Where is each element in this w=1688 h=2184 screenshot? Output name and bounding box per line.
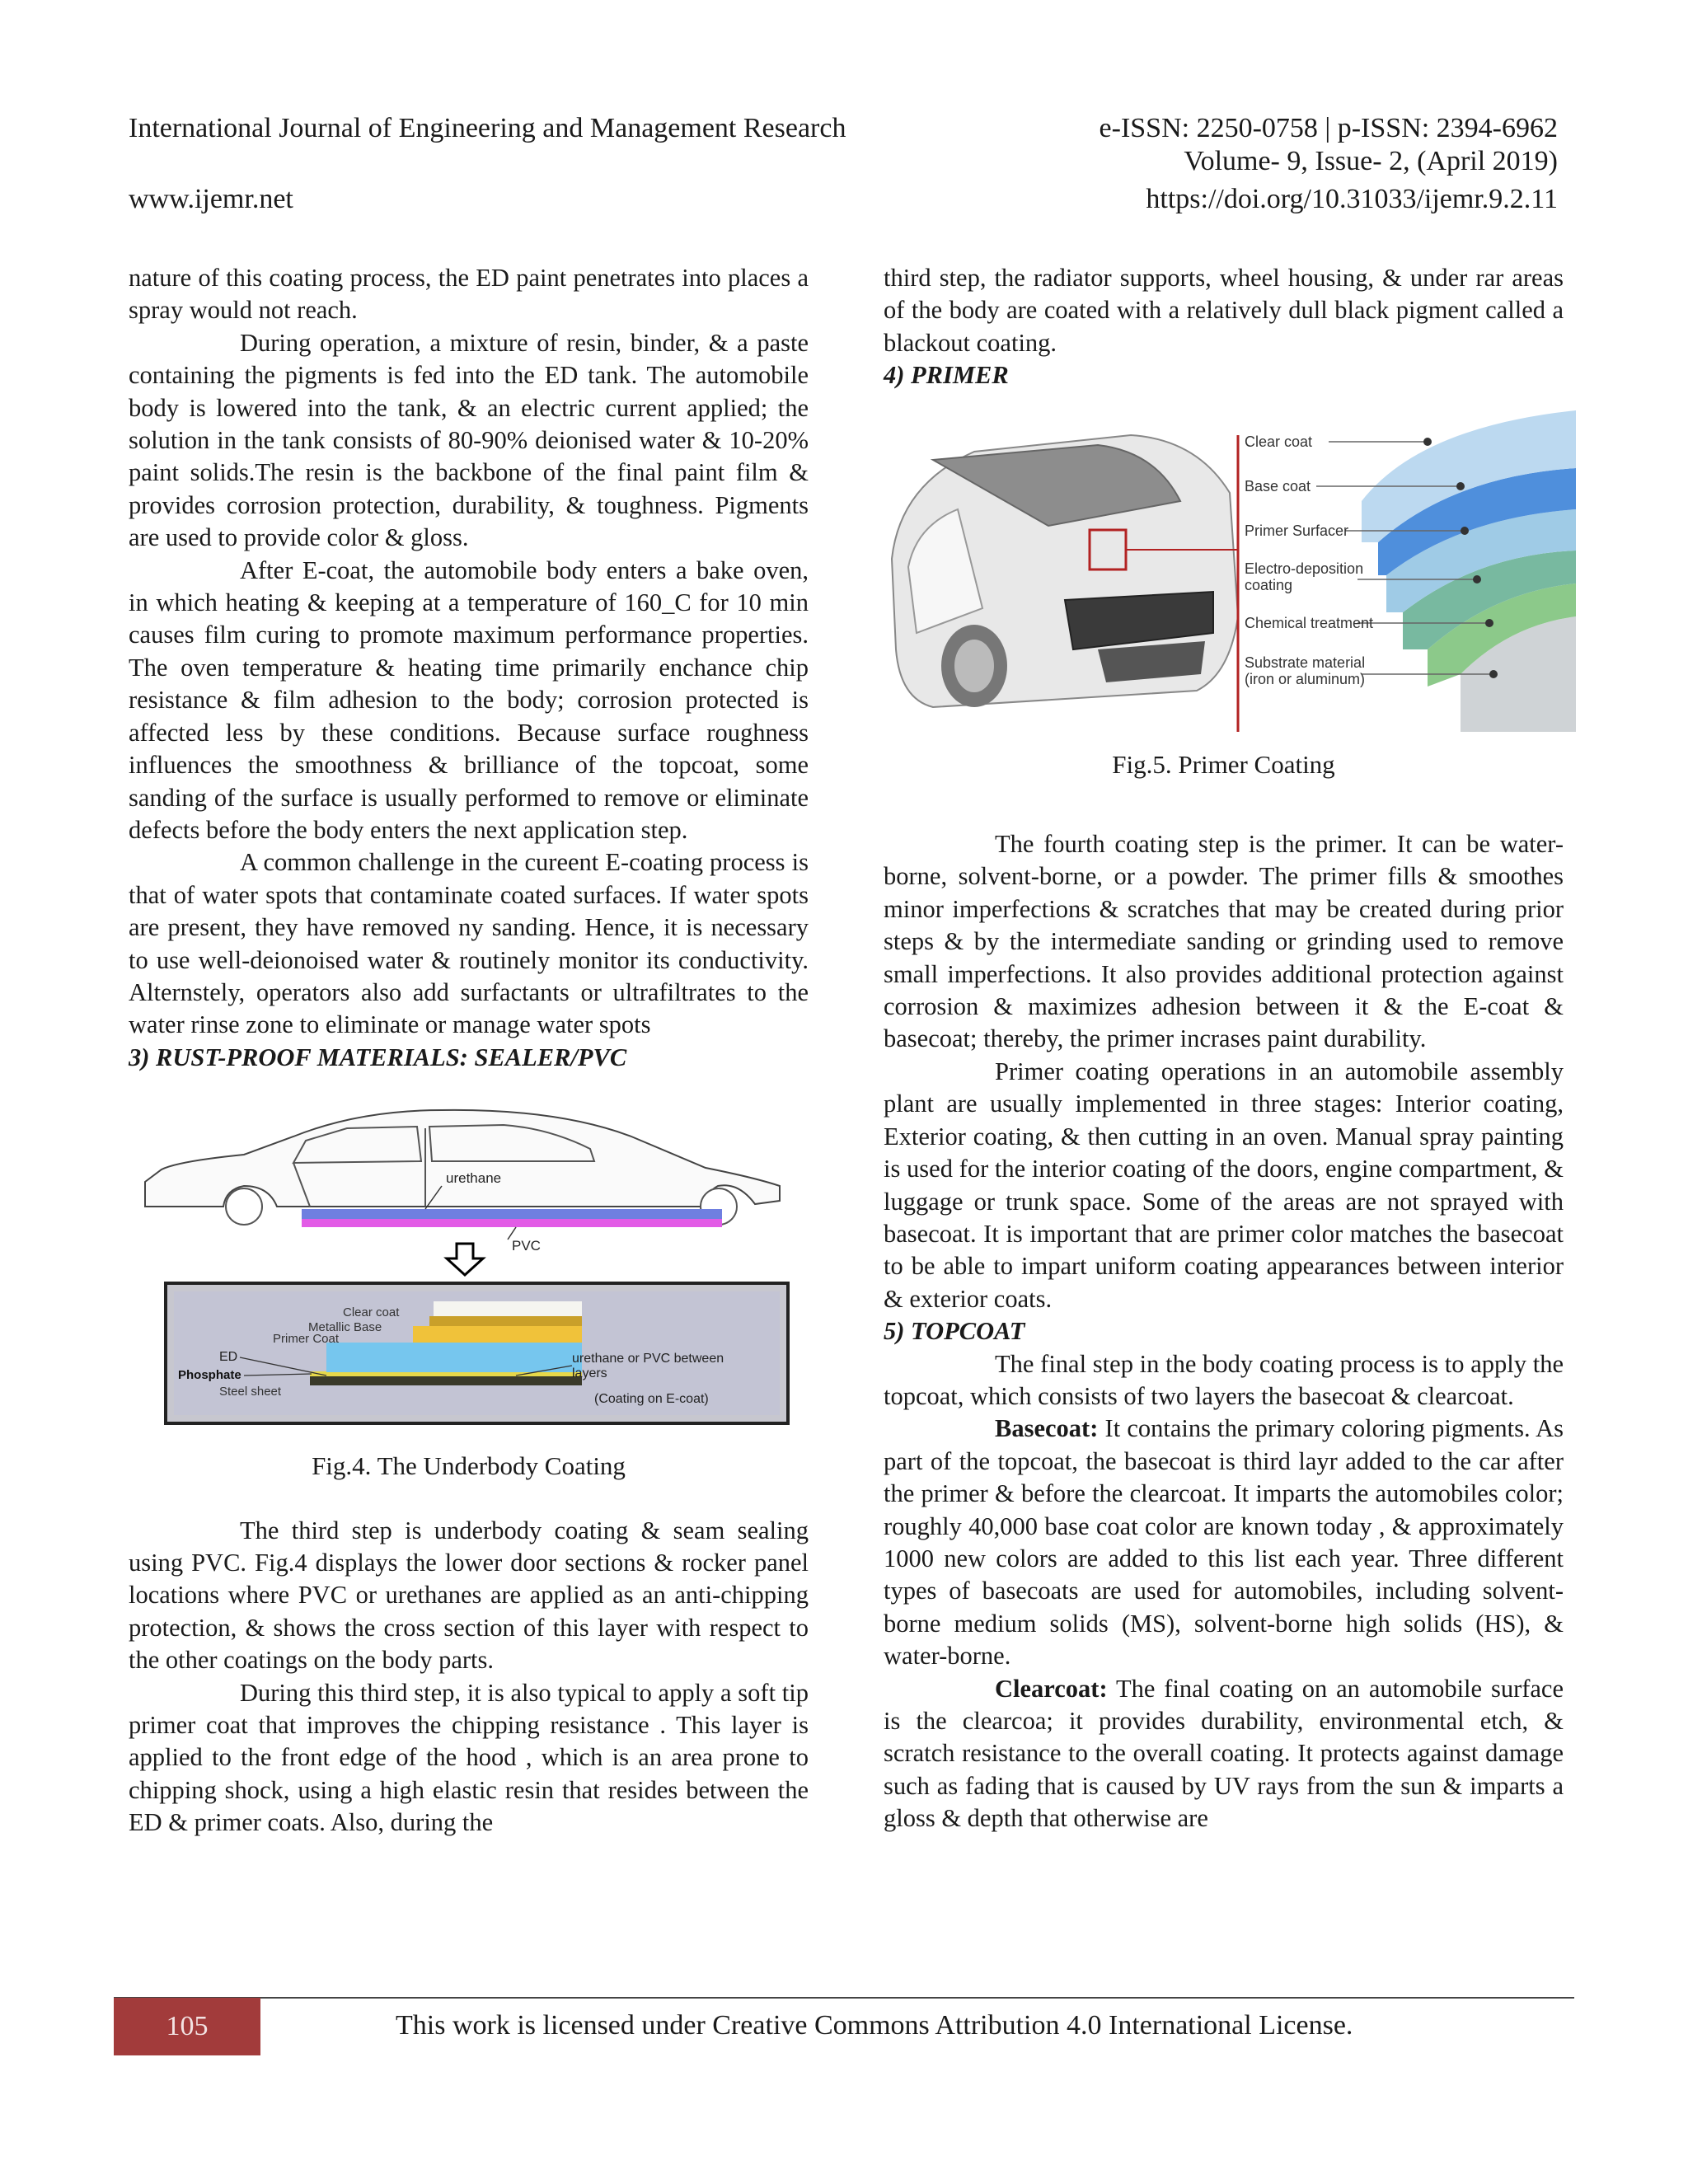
base-coat-label: Base coat <box>1245 477 1311 494</box>
electro-deposition-label-2: coating <box>1245 576 1293 593</box>
volume-issue: Volume- 9, Issue- 2, (April 2019) <box>1184 146 1558 176</box>
right-column <box>884 262 1564 1835</box>
steel-sheet-label: Steel sheet <box>219 1385 282 1399</box>
paragraph: The fourth coating step is the primer. It can be water-borne, solvent-borne, or a powder. The primer fills & smoothes minor imperfections & scratches that may be created during prior steps & by the intermediate sanding or grinding used to remove small imperfections. It also provides additional protection against corrosion & maximizes adhesion between it & the E-coat & basecoat; thereby, the primer incrases paint durability. <box>884 830 1564 1053</box>
substrate-label-1: Substrate material <box>1245 654 1366 671</box>
paragraph-basecoat <box>884 1413 1564 1672</box>
doi-link[interactable]: https://doi.org/10.31033/ijemr.9.2.11 <box>1146 184 1558 214</box>
left-column <box>129 262 809 1840</box>
ed-layer <box>326 1343 582 1372</box>
paragraph: The third step is underbody coating & seam sealing using PVC. Fig.4 displays the lower door sections & rocker panel locations where PVC or urethanes are applied as an anti-chipping protection, & shows the cross section of this layer with respect to the other coatings on the body parts. <box>129 1516 809 1675</box>
term-clearcoat: Clearcoat: <box>995 1674 1108 1703</box>
section-heading: 3) RUST-PROOF MATERIALS: SEALER/PVC <box>129 1043 627 1071</box>
paragraph-clearcoat <box>884 1673 1564 1835</box>
urethane-label: urethane <box>446 1170 502 1187</box>
figure-underbody-coating <box>129 1104 809 1441</box>
base-layer <box>429 1316 582 1326</box>
issn: e-ISSN: 2250-0758 | p-ISSN: 2394-6962 <box>1099 113 1558 143</box>
clear-layer <box>434 1301 582 1316</box>
chemical-treatment-label: Chemical treatment <box>1245 614 1374 631</box>
paragraph: During this third step, it is also typical to apply a soft tip primer coat that improves the chipping resistance . This layer is applied to the front edge of the hood , which is an area prone to chipping shock, using a high elastic resin that resides between the ED & primer coats. Also, during the <box>129 1678 809 1837</box>
pvc-label: PVC <box>512 1238 541 1254</box>
urethane-note-line-1: urethane or PVC between <box>572 1352 724 1366</box>
steel-sheet-layer <box>310 1376 582 1385</box>
primer-coat-label: Primer Coat <box>273 1332 340 1347</box>
paragraph: After E-coat, the automobile body enters a bake oven, in which heating & keeping at a temperature of 160_C for 10 min causes film curing to promote maximum performance properties. The oven temperature & heating time primarily enchance chip resistance & film adhesion to the body; corrosion protected is affected less by these conditions. Because surface roughness influences the smoothness & brilliance of the topcoat, some sanding of the surface is usually performed to remove or eliminate defects before the body enters the next application step. <box>129 555 809 844</box>
ed-label: ED <box>219 1350 238 1365</box>
substrate-label-2: (iron or aluminum) <box>1245 670 1366 687</box>
metallic-base-label: Metallic Base <box>308 1320 382 1335</box>
basecoat-text: It contains the primary coloring pigments. As part of the topcoat, the basecoat is third layr added to the car after the primer & before the clearcoat. It imparts the automobiles color; roughly 40,000 base coat color are known today , & approximately 1000 new colors are added to this list each year. Three different types of basecoats are used for automobiles, including solvent-borne medium solids (MS), solvent-borne high solids (HS), & water-borne. <box>884 1414 1564 1671</box>
primer-layer <box>413 1326 582 1343</box>
paragraph: During operation, a mixture of resin, binder, & a paste containing the pigments is fed into the ED tank. The automobile body is lowered into the tank, & an electric current applied; the solution in the tank consists of 80-90% deionised water & 10-20% paint solids.The resin is the backbone of the final paint film & provides corrosion protection, durability, & toughness. Pigments are used to provide color & gloss. <box>129 328 809 552</box>
figure-primer-coating <box>884 402 1576 748</box>
paragraph: Primer coating operations in an automobile assembly plant are usually implemented in three stages: Interior coating, Exterior coating, & then cutting in an oven. Manual spray painting is used for the interior coating of the doors, engine compartment, & luggage or trunk space. Some of the areas are not sprayed with basecoat. It is important that are primer color matches the basecoat to be able to impart uniform coating appearances between interior & exterior coats. <box>884 1057 1564 1313</box>
clearcoat-text: The final coating on an automobile surface is the clearcoa; it provides durability, environmental etch, & scratch resistance to the overall coating. It protects against damage such as fading that is caused by UV rays from the sun & imparts a gloss & depth that otherwise are <box>884 1674 1564 1833</box>
phosphate-label: Phosphate <box>178 1368 241 1383</box>
urethane-note-line-2: layers <box>572 1366 607 1381</box>
clear-coat-label: Clear coat <box>1245 433 1313 450</box>
urethane-layer <box>302 1209 722 1219</box>
website-link[interactable]: www.ijemr.net <box>129 184 293 214</box>
section-heading: 5) TOPCOAT <box>884 1317 1025 1346</box>
term-basecoat: Basecoat: <box>995 1414 1099 1443</box>
paragraph: A common challenge in the cureent E-coating process is that of water spots that contaminate coated surfaces. If water spots are present, they have removed ny sanding. Hence, it is necessary to use well-deionoised water & routinely monitor its conductivity. Alternstely, operators also add surfactants or ultrafiltrates to the water rinse zone to eliminate or manage water spots <box>129 848 809 1039</box>
paragraph: third step, the radiator supports, wheel housing, & under rar areas of the body are coated with a relatively dull black pigment called a blackout coating. <box>884 264 1564 357</box>
pvc-layer <box>302 1219 722 1227</box>
figure-caption: Fig.5. Primer Coating <box>1112 749 1335 779</box>
page-number: 105 <box>114 1998 260 2055</box>
footer-divider <box>114 1997 1574 1999</box>
license-text: This work is licensed under Creative Commons Attribution 4.0 International License. <box>396 2010 1353 2041</box>
down-arrow-icon <box>447 1244 483 1275</box>
clear-coat-label: Clear coat <box>343 1305 400 1320</box>
paragraph: nature of this coating process, the ED paint penetrates into places a spray would not reach. <box>129 264 809 325</box>
section-heading: 4) PRIMER <box>884 361 1009 390</box>
figure-caption: Fig.4. The Underbody Coating <box>312 1451 626 1481</box>
electro-deposition-label-1: Electro-deposition <box>1245 560 1364 577</box>
primer-surfacer-label: Primer Surfacer <box>1245 522 1349 539</box>
coating-note: (Coating on E-coat) <box>594 1392 709 1407</box>
paragraph: The final step in the body coating process is to apply the topcoat, which consists of two layers the basecoat & clearcoat. <box>884 1349 1564 1410</box>
journal-title: International Journal of Engineering and Management Research <box>129 113 846 143</box>
